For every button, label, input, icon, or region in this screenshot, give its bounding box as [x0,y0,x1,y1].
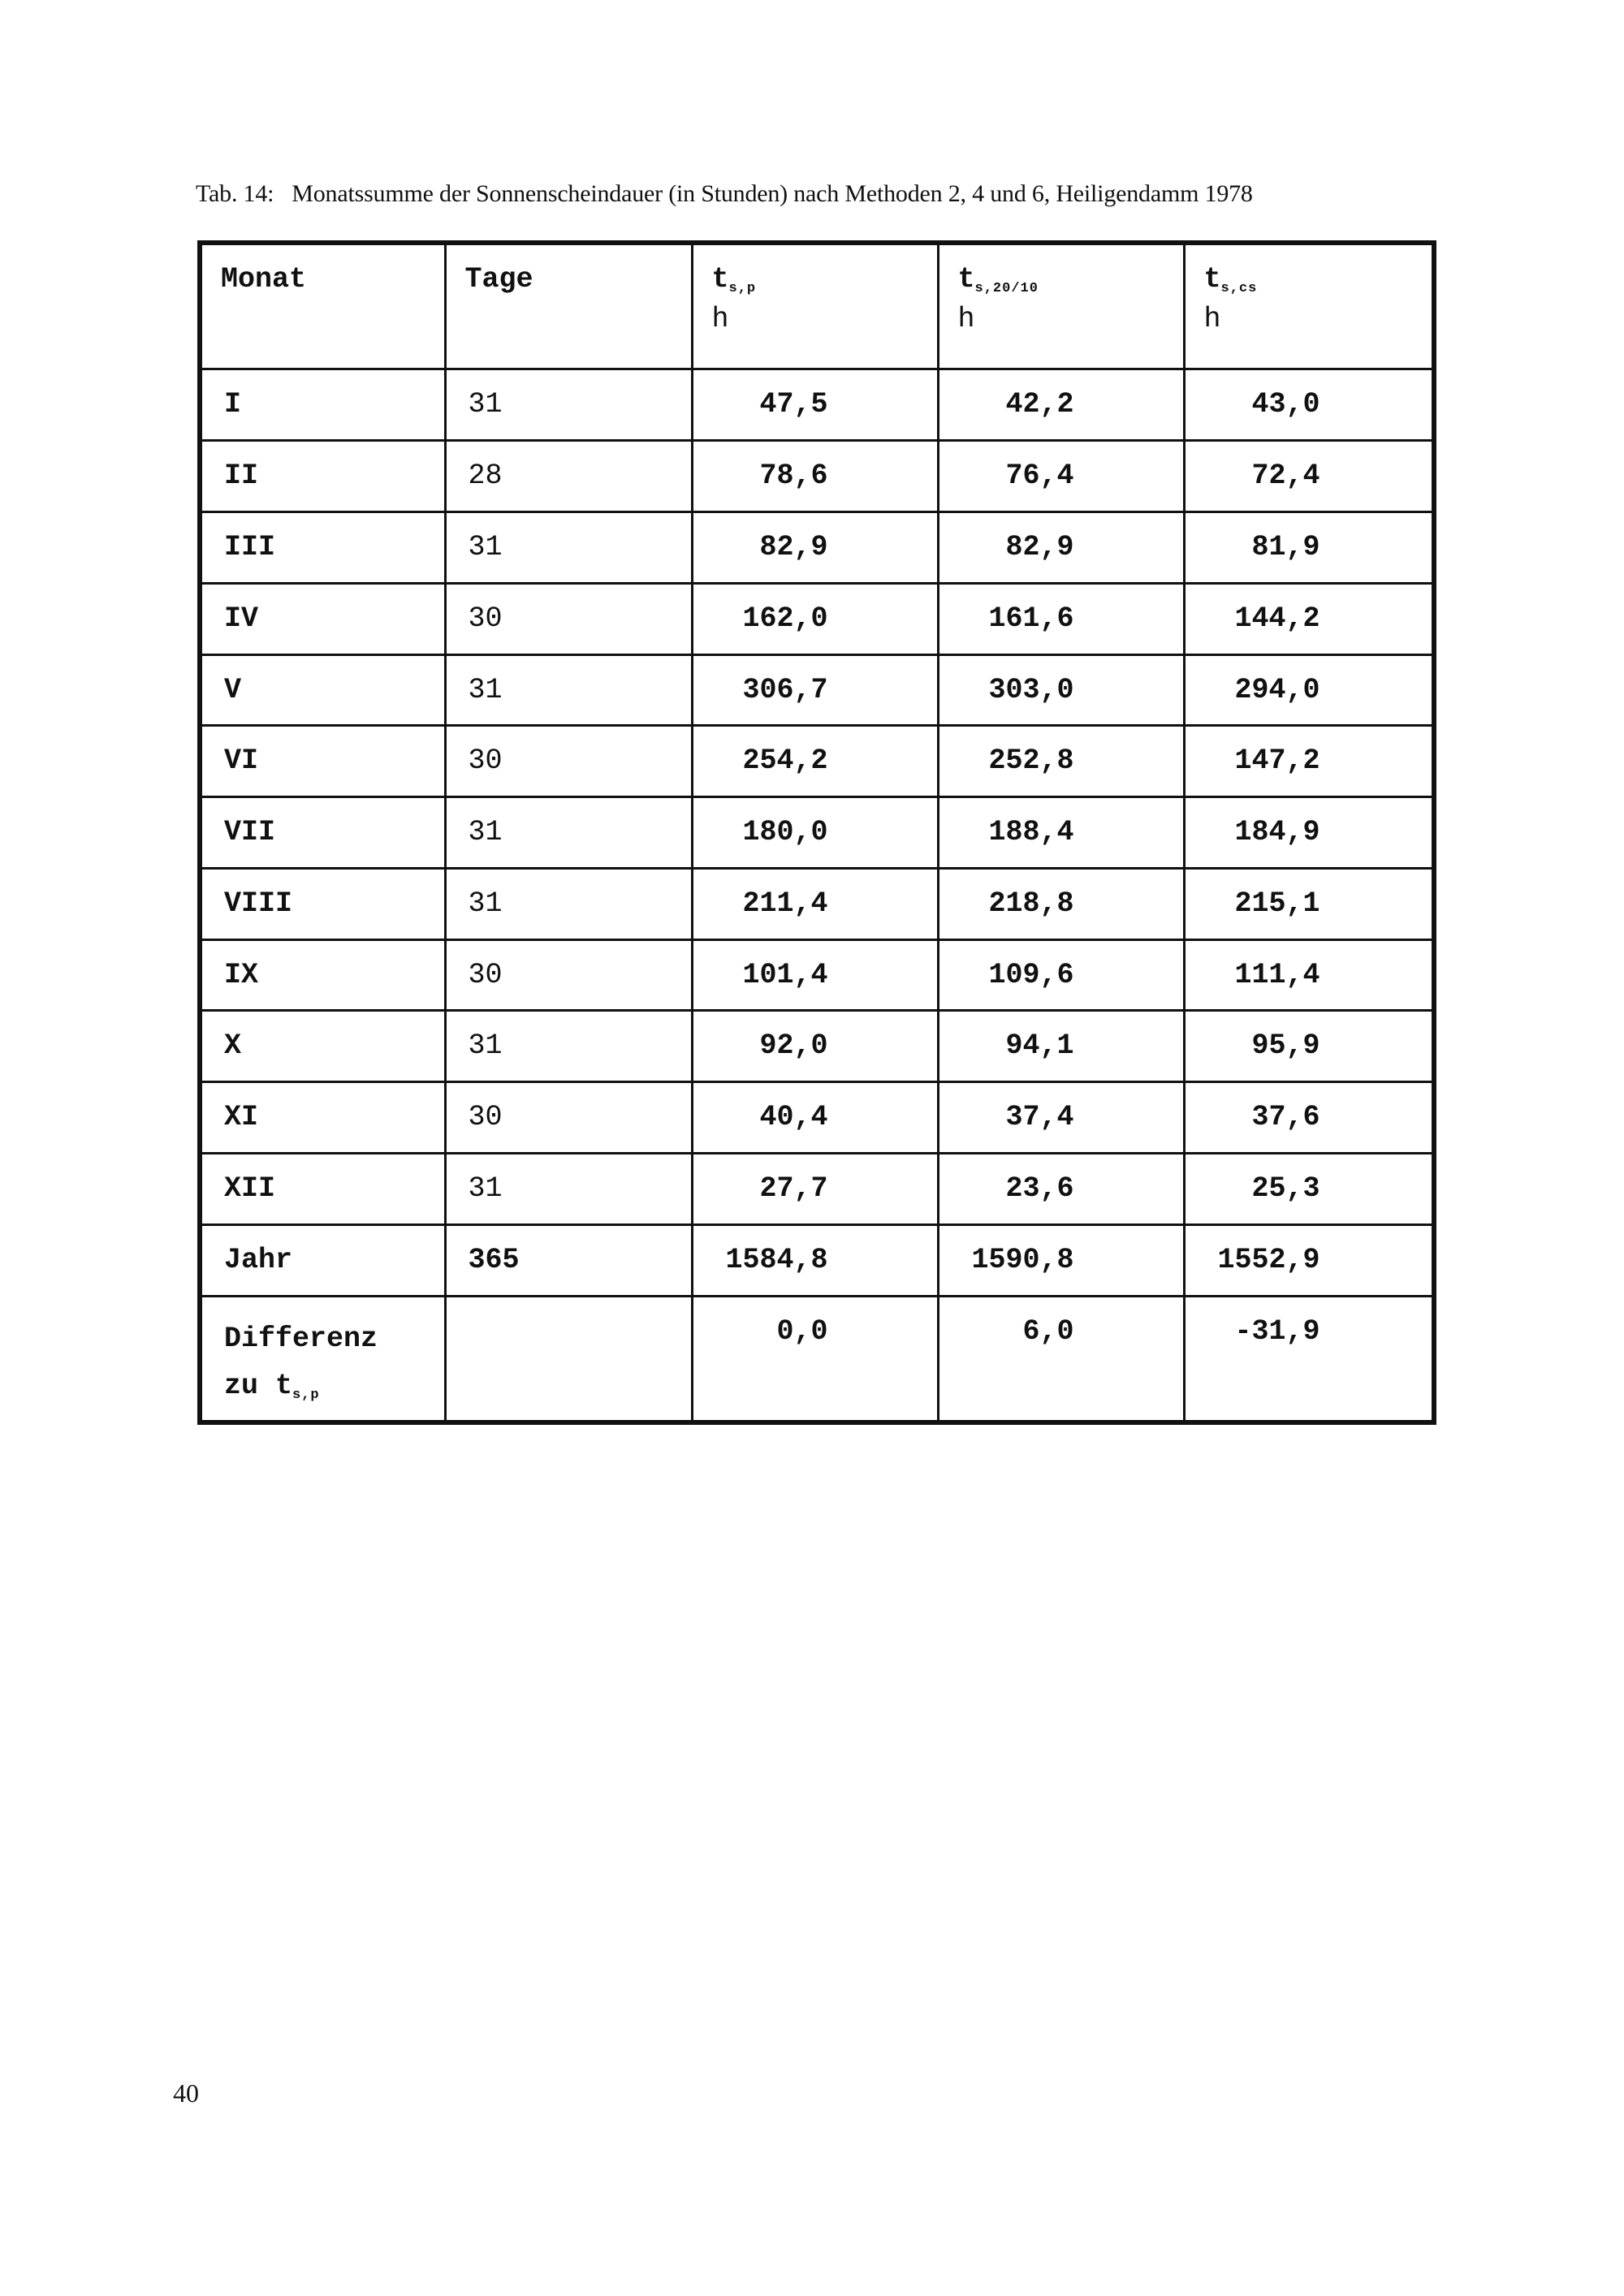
col2-value: 188,4 [988,816,1074,849]
table-row [200,1224,1434,1296]
col1-value: 1584,8 [725,1243,828,1276]
difference-row [200,1296,1434,1422]
col1-value: 101,4 [742,958,828,991]
col3-value-td [1184,1082,1434,1154]
month-cell: X [224,1029,242,1063]
days-cell-td [445,939,692,1011]
page-number: 40 [173,2078,199,2108]
days-cell: 30 [468,744,503,778]
col1-value-td [692,1011,938,1082]
month-cell-td [200,1153,445,1224]
col2-value: 37,4 [1005,1101,1074,1134]
col1-value-td [692,868,938,939]
difference-label-cell [200,1296,445,1422]
table-row [200,1082,1434,1154]
days-cell: 30 [468,602,503,635]
month-cell: VI [224,744,259,778]
month-cell: V [224,673,242,706]
col3-value: 43,0 [1251,388,1320,421]
col3-value: 95,9 [1251,1029,1320,1063]
month-cell-td [200,939,445,1011]
table-row [200,1153,1434,1224]
col2-value: 218,8 [988,887,1074,920]
month-cell-td [200,1224,445,1296]
col1-value: 78,6 [759,460,828,493]
header-days-label: Tage [464,263,533,296]
col2-value: 109,6 [988,958,1074,991]
col2-value: 94,1 [1005,1029,1074,1063]
month-cell-td [200,583,445,654]
col2-value: 42,2 [1005,388,1074,421]
month-cell-td [200,868,445,939]
table-caption-text: Monatssumme der Sonnenscheindauer (in Stunden) nach Methoden 2, 4 und 6, Heiligendamm 1978 [292,180,1253,207]
month-cell-td [200,511,445,583]
header-col1-symbol: $t_{s,p}$ [711,263,757,296]
table-row [200,939,1434,1011]
days-cell-td [445,369,692,441]
col2-value-td [938,1082,1184,1154]
header-row [200,243,1434,369]
col2-value-td [938,1011,1184,1082]
col1-value: 254,2 [742,744,828,778]
month-cell-td [200,369,445,441]
table-caption [196,180,1253,208]
col2-value-td [938,1224,1184,1296]
header-col2-subscript: s,20/10 [974,281,1039,296]
col3-value: 144,2 [1234,602,1320,635]
difference-col1-value: 0,0 [776,1314,828,1348]
col2-value: 23,6 [1005,1172,1074,1205]
col2-value: 303,0 [988,673,1074,706]
col1-value-td [692,441,938,512]
col2-value-td [938,583,1184,654]
col3-value-td [1184,441,1434,512]
col3-value-td [1184,939,1434,1011]
header-col3-symbol: $t_{s,cs}$ [1203,263,1258,296]
days-cell-td [445,726,692,797]
col1-value: 92,0 [759,1029,828,1063]
month-cell-td [200,441,445,512]
col3-value-td [1184,511,1434,583]
col1-value-td [692,511,938,583]
table-row [200,369,1434,441]
days-cell: 365 [468,1243,520,1276]
difference-col2-value: 6,0 [1022,1314,1074,1348]
days-cell-td [445,1011,692,1082]
col1-value-td [692,583,938,654]
month-cell: III [224,530,276,563]
col3-value-td [1184,583,1434,654]
col3-value: 294,0 [1234,673,1320,706]
days-cell: 31 [468,1029,503,1063]
col1-value: 162,0 [742,602,828,635]
col3-value-td [1184,726,1434,797]
col1-value: 82,9 [759,530,828,563]
col1-value-td [692,797,938,869]
col1-value: 27,7 [759,1172,828,1205]
table-row [200,726,1434,797]
col3-value-td [1184,1011,1434,1082]
header-month-label: Monat [221,263,307,296]
header-col3-unit: h [1203,303,1221,335]
days-cell: 31 [468,1172,503,1205]
col1-value: 180,0 [742,816,828,849]
col2-value-td [938,939,1184,1011]
month-cell-td [200,797,445,869]
days-cell: 31 [468,530,503,563]
col1-value-td [692,1224,938,1296]
col2-value: 76,4 [1005,460,1074,493]
table-row [200,654,1434,726]
table-row [200,511,1434,583]
col2-value-td [938,726,1184,797]
days-cell: 31 [468,388,503,421]
header-cell-col2 [938,243,1184,369]
difference-col2-cell [938,1296,1184,1422]
days-cell: 31 [468,816,503,849]
col1-value: 47,5 [759,388,828,421]
month-cell: VII [224,816,276,849]
month-cell: I [224,388,242,421]
difference-days-cell [445,1296,692,1422]
month-cell: VIII [224,887,293,920]
col1-value-td [692,939,938,1011]
days-cell-td [445,1224,692,1296]
days-cell-td [445,868,692,939]
col2-value-td [938,654,1184,726]
days-cell: 28 [468,460,503,493]
header-col1-unit: h [711,303,729,335]
col3-value: 1552,9 [1217,1243,1320,1276]
days-cell: 30 [468,1101,503,1134]
days-cell-td [445,797,692,869]
col1-value-td [692,726,938,797]
table-row [200,868,1434,939]
days-cell-td [445,1082,692,1154]
header-col1-subscript: s,p [728,281,757,296]
header-cell-month [200,243,445,369]
col3-value-td [1184,797,1434,869]
month-cell: XII [224,1172,276,1205]
month-cell: IX [224,958,259,991]
header-cell-col1 [692,243,938,369]
table-caption-label: Tab. 14: [196,180,274,207]
header-cell-days [445,243,692,369]
days-cell: 31 [468,887,503,920]
month-cell-td [200,726,445,797]
col3-value: 25,3 [1251,1172,1320,1205]
col2-value: 252,8 [988,744,1074,778]
col3-value: 72,4 [1251,460,1320,493]
days-cell: 30 [468,958,503,991]
days-cell-td [445,441,692,512]
month-cell: IV [224,602,259,635]
table-row [200,797,1434,869]
col3-value: 215,1 [1234,887,1320,920]
days-cell-td [445,654,692,726]
days-cell-td [445,583,692,654]
col3-value: 81,9 [1251,530,1320,563]
month-cell: Jahr [224,1243,293,1276]
col1-value: 211,4 [742,887,828,920]
col3-value: 37,6 [1251,1101,1320,1134]
col1-value-td [692,369,938,441]
month-cell-td [200,1082,445,1154]
col3-value-td [1184,1153,1434,1224]
header-col3-subscript: s,cs [1220,281,1258,296]
difference-label: Differenz zu $t_{s,p}$ [224,1322,378,1403]
col2-value: 1590,8 [971,1243,1074,1276]
header-cell-col3 [1184,243,1434,369]
col1-value-td [692,1082,938,1154]
col3-value-td [1184,654,1434,726]
month-cell-td [200,1011,445,1082]
difference-col1-cell [692,1296,938,1422]
col2-value-td [938,797,1184,869]
sunshine-table [197,240,1436,1425]
col1-value-td [692,1153,938,1224]
col1-value: 40,4 [759,1101,828,1134]
col2-value-td [938,1153,1184,1224]
difference-col3-value: -31,9 [1234,1314,1320,1348]
col1-value: 306,7 [742,673,828,706]
col3-value-td [1184,1224,1434,1296]
col3-value: 184,9 [1234,816,1320,849]
col3-value-td [1184,369,1434,441]
days-cell: 31 [468,673,503,706]
col2-value: 82,9 [1005,530,1074,563]
col1-value-td [692,654,938,726]
col2-value-td [938,441,1184,512]
col2-value: 161,6 [988,602,1074,635]
table-row [200,441,1434,512]
days-cell-td [445,511,692,583]
col2-value-td [938,369,1184,441]
col2-value-td [938,868,1184,939]
month-cell: II [224,460,259,493]
col2-value-td [938,511,1184,583]
header-col2-symbol: $t_{s,20/10}$ [957,263,1039,296]
days-cell-td [445,1153,692,1224]
table-row [200,583,1434,654]
month-cell-td [200,654,445,726]
col3-value: 111,4 [1234,958,1320,991]
month-cell: XI [224,1101,259,1134]
col3-value-td [1184,868,1434,939]
difference-col3-cell [1184,1296,1434,1422]
table-row [200,1011,1434,1082]
header-col2-unit: h [957,303,975,335]
col3-value: 147,2 [1234,744,1320,778]
